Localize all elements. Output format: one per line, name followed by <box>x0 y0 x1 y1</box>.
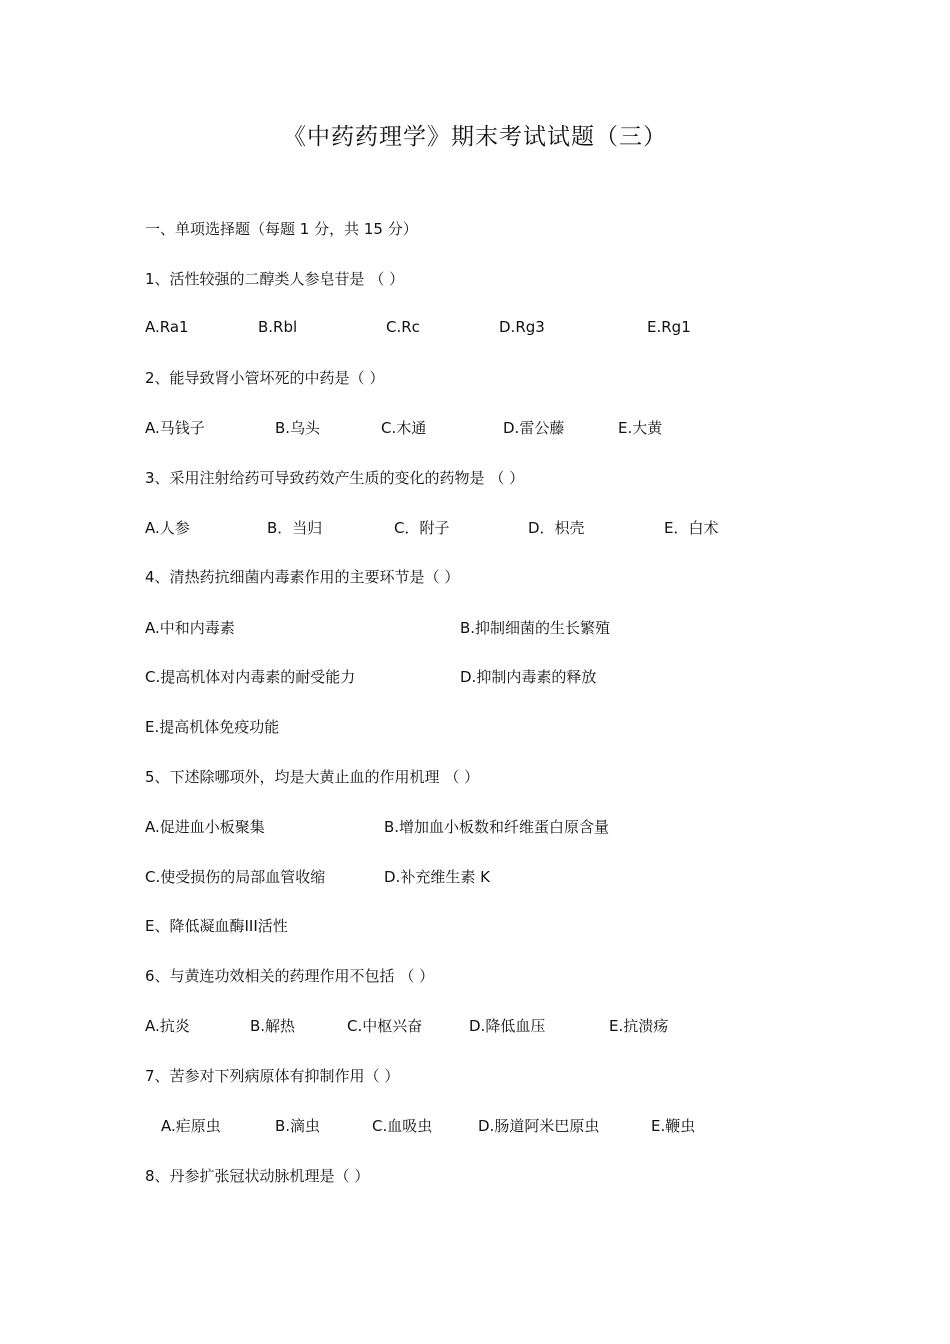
question-2-stem: 2、能导致肾小管坏死的中药是（ ） <box>145 369 385 387</box>
q6-option-b: B.解热 <box>250 1017 296 1035</box>
q3-option-e: E．白术 <box>664 519 719 537</box>
question-3-stem: 3、采用注射给药可导致药效产生质的变化的药物是 （ ） <box>145 469 525 487</box>
q5-option-a: A.促进血小板聚集 <box>145 818 265 836</box>
question-5-stem: 5、下述除哪项外，均是大黄止血的作用机理 （ ） <box>145 768 480 786</box>
q1-option-d: D.Rg3 <box>499 318 545 336</box>
question-7-stem: 7、苦参对下列病原体有抑制作用（ ） <box>145 1067 400 1085</box>
q2-option-d: D.雷公藤 <box>503 419 565 437</box>
q7-option-d: D.肠道阿米巴原虫 <box>478 1117 600 1135</box>
q7-option-b: B.滴虫 <box>275 1117 321 1135</box>
q6-option-a: A.抗炎 <box>145 1017 190 1035</box>
question-6-stem: 6、与黄连功效相关的药理作用不包括 （ ） <box>145 967 435 985</box>
q1-option-e: E.Rg1 <box>647 318 691 336</box>
q1-option-a: A.Ra1 <box>145 318 189 336</box>
q3-option-b: B．当归 <box>267 519 323 537</box>
q4-option-a: A.中和内毒素 <box>145 619 235 637</box>
q2-option-a: A.马钱子 <box>145 419 205 437</box>
section-heading: 一、单项选择题（每题 1 分，共 15 分） <box>145 220 418 238</box>
q5-option-c: C.使受损伤的局部血管收缩 <box>145 868 326 886</box>
q4-option-b: B.抑制细菌的生长繁殖 <box>460 619 611 637</box>
q1-option-b: B.Rbl <box>258 318 298 336</box>
question-4-stem: 4、清热药抗细菌内毒素作用的主要环节是（ ） <box>145 568 460 586</box>
q6-option-c: C.中枢兴奋 <box>347 1017 423 1035</box>
q3-option-d: D．枳壳 <box>528 519 585 537</box>
question-8-stem: 8、丹参扩张冠状动脉机理是（ ） <box>145 1167 370 1185</box>
q4-option-d: D.抑制内毒素的释放 <box>460 668 597 686</box>
q3-option-a: A.人参 <box>145 519 190 537</box>
q2-option-c: C.木通 <box>381 419 427 437</box>
q7-option-e: E.鞭虫 <box>651 1117 696 1135</box>
q6-option-e: E.抗溃疡 <box>609 1017 669 1035</box>
q4-option-e: E.提高机体免疫功能 <box>145 718 280 736</box>
q5-option-e: E、降低凝血酶III活性 <box>145 917 288 935</box>
q4-option-c: C.提高机体对内毒素的耐受能力 <box>145 668 356 686</box>
q5-option-b: B.增加血小板数和纤维蛋白原含量 <box>384 818 610 836</box>
q3-option-c: C．附子 <box>394 519 450 537</box>
q6-option-d: D.降低血压 <box>469 1017 546 1035</box>
q5-option-d: D.补充维生素 K <box>384 868 490 886</box>
q7-option-a: A.疟原虫 <box>161 1117 221 1135</box>
q2-option-b: B.乌头 <box>275 419 321 437</box>
q1-option-c: C.Rc <box>386 318 420 336</box>
question-1-stem: 1、活性较强的二醇类人参皂苷是 （ ） <box>145 270 405 288</box>
page-title: 《中药药理学》期末考试试题（三） <box>283 124 667 150</box>
q7-option-c: C.血吸虫 <box>372 1117 433 1135</box>
q2-option-e: E.大黄 <box>618 419 663 437</box>
